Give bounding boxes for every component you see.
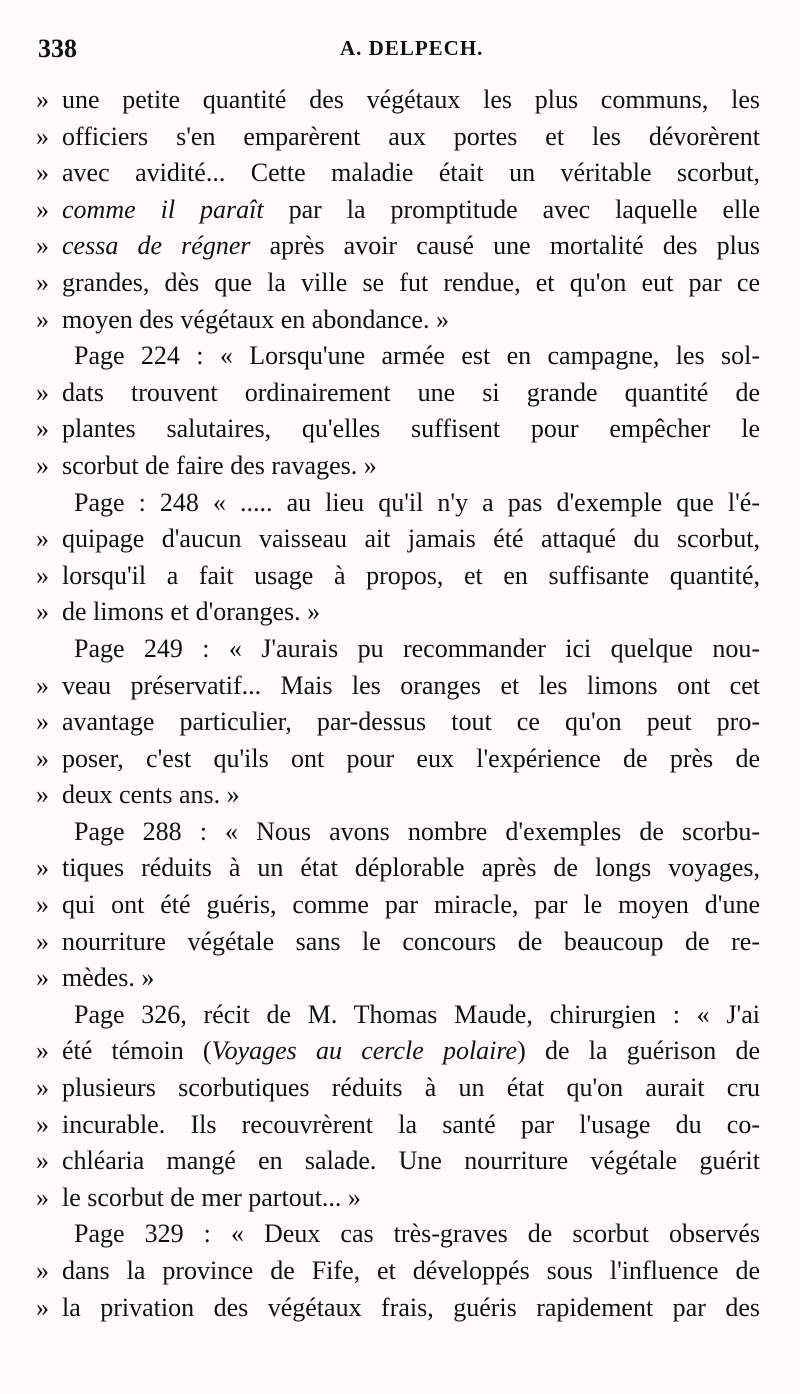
line-text: la privation des végétaux frais, guéris rapidement par des	[62, 1292, 760, 1322]
line-text: cessa de régner après avoir causé une mortalité des plus	[62, 231, 760, 261]
text-line	[36, 631, 760, 668]
quote-mark: »	[36, 85, 49, 114]
text-line	[36, 741, 760, 778]
body-text	[36, 82, 760, 1326]
line-text: nourriture végétale sans le concours de beaucoup de re-	[62, 926, 760, 956]
line-text: dans la province de Fife, et développés sous l'influence de	[62, 1256, 760, 1285]
text-line	[36, 1290, 760, 1327]
text-line	[36, 1143, 760, 1180]
text-line	[36, 887, 760, 924]
quote-mark: »	[36, 524, 49, 554]
quote-mark: »	[36, 1109, 49, 1139]
quote-mark: »	[36, 1182, 49, 1212]
text-line	[36, 1033, 760, 1070]
text-line	[36, 485, 760, 522]
line-text: Page : 248 « ..... au lieu qu'il n'y a pas d'exemple que l'é-	[74, 487, 760, 517]
line-text: de limons et d'oranges. »	[62, 597, 321, 627]
text-line	[36, 704, 760, 741]
page-header	[38, 34, 778, 74]
line-text: tiques réduits à un état déplorable après de longs voyages,	[62, 853, 760, 883]
quote-mark: »	[36, 377, 49, 407]
quote-mark: »	[36, 743, 49, 773]
quote-mark: »	[36, 707, 49, 737]
running-head: A. DELPECH.	[340, 36, 484, 60]
text-line	[36, 960, 760, 997]
quote-mark: »	[36, 121, 49, 151]
line-text: mèdes. »	[62, 963, 155, 993]
line-text: incurable. Ils recouvrèrent la santé par l'usage du co-	[62, 1109, 760, 1139]
quote-mark: »	[36, 1073, 49, 1103]
line-text: chléaria mangé en salade. Une nourriture végétale guérit	[62, 1146, 760, 1176]
line-text: quipage d'aucun vaisseau ait jamais été attaqué du scorbut,	[62, 524, 760, 554]
line-text: poser, c'est qu'ils ont pour eux l'expérience de près de	[62, 743, 760, 773]
quote-mark: »	[36, 194, 49, 224]
line-text: Page 326, récit de M. Thomas Maude, chirurgien : « J'ai	[74, 999, 760, 1029]
quote-mark: »	[36, 1292, 49, 1322]
line-text: scorbut de faire des ravages. »	[62, 450, 377, 480]
quote-mark: »	[36, 853, 49, 883]
text-line	[36, 1107, 760, 1144]
quote-mark: »	[36, 890, 49, 920]
line-text: plantes salutaires, qu'elles suffisent pour empêcher le	[62, 414, 760, 444]
line-text: avantage particulier, par-dessus tout ce qu'on peut pro-	[62, 707, 760, 737]
line-text: officiers s'en emparèrent aux portes et les dévorèrent	[62, 121, 760, 151]
text-line	[36, 924, 760, 961]
quote-mark: »	[36, 414, 49, 444]
quote-mark: »	[36, 597, 49, 627]
text-line	[36, 1070, 760, 1107]
text-line	[36, 814, 760, 851]
text-line	[36, 265, 760, 302]
line-text: deux cents ans. »	[62, 780, 240, 810]
quote-mark: »	[36, 267, 49, 297]
text-line	[36, 1253, 760, 1290]
text-line	[36, 777, 760, 814]
text-line	[36, 302, 760, 339]
text-line	[36, 668, 760, 705]
quote-mark: »	[36, 1256, 49, 1285]
quote-mark: »	[36, 926, 49, 956]
line-text: avec avidité... Cette maladie était un véritable scorbut,	[62, 158, 760, 188]
text-line	[36, 338, 760, 375]
text-line	[36, 1180, 760, 1217]
page-number: 338	[38, 34, 77, 63]
quote-mark: »	[36, 780, 49, 810]
text-line	[36, 192, 760, 229]
line-text: Page 224 : « Lorsqu'une armée est en campagne, les sol-	[74, 341, 760, 371]
line-text: une petite quantité des végétaux les plus communs, les	[62, 85, 760, 114]
text-line	[36, 997, 760, 1034]
line-text: comme il paraît par la promptitude avec laquelle elle	[62, 194, 760, 224]
quote-mark: »	[36, 450, 49, 480]
quote-mark: »	[36, 560, 49, 590]
text-line	[36, 558, 760, 595]
line-text: plusieurs scorbutiques réduits à un état qu'on aurait cru	[62, 1073, 760, 1103]
line-text: le scorbut de mer partout... »	[62, 1182, 361, 1212]
text-line	[36, 448, 760, 485]
quote-mark: »	[36, 1146, 49, 1176]
quote-mark: »	[36, 304, 49, 334]
line-text: dats trouvent ordinairement une si grande quantité de	[62, 377, 760, 407]
quote-mark: »	[36, 231, 49, 261]
text-line	[36, 411, 760, 448]
line-text: veau préservatif... Mais les oranges et les limons ont cet	[62, 670, 760, 700]
line-text: qui ont été guéris, comme par miracle, par le moyen d'une	[62, 890, 760, 920]
line-text: Page 249 : « J'aurais pu recommander ici quelque nou-	[74, 633, 760, 663]
line-text: lorsqu'il a fait usage à propos, et en suffisante quantité,	[62, 560, 760, 590]
line-text: moyen des végétaux en abondance. »	[62, 304, 449, 334]
line-text: grandes, dès que la ville se fut rendue, et qu'on eut par ce	[62, 267, 760, 297]
quote-mark: »	[36, 963, 49, 993]
text-line	[36, 155, 760, 192]
quote-mark: »	[36, 1036, 49, 1066]
text-line	[36, 375, 760, 412]
text-line	[36, 850, 760, 887]
text-line	[36, 228, 760, 265]
text-line	[36, 1216, 760, 1253]
line-text: Page 288 : « Nous avons nombre d'exemples de scorbu-	[74, 816, 760, 846]
text-line	[36, 119, 760, 156]
quote-mark: »	[36, 670, 49, 700]
quote-mark: »	[36, 158, 49, 188]
line-text: été témoin (Voyages au cercle polaire) de la guérison de	[62, 1036, 760, 1066]
text-line	[36, 594, 760, 631]
text-line	[36, 82, 760, 119]
text-line	[36, 521, 760, 558]
line-text: Page 329 : « Deux cas très-graves de scorbut observés	[74, 1219, 760, 1249]
